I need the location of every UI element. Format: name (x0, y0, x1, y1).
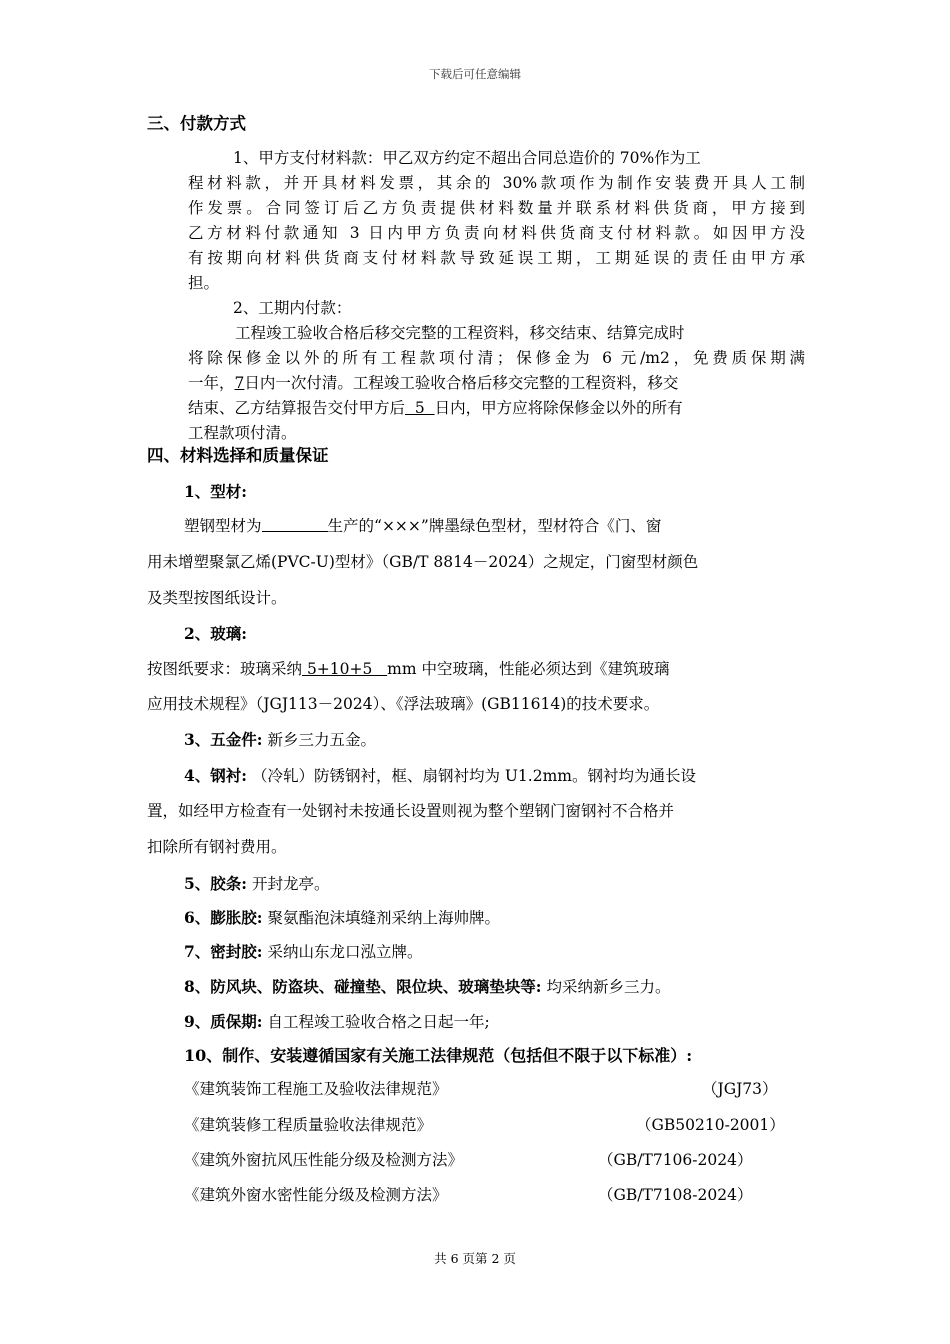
item-text: 开封龙亭。 (247, 875, 330, 893)
item-text: 自工程竣工验收合格之日起一年; (262, 1013, 490, 1031)
item-text: 聚氨酯泡沫填缝剂采纳上海帅牌。 (262, 909, 500, 927)
glass-line-2: 应用技术规程》（JGJ113－2024）、《浮法玻璃》(GB11614)的技术要求。 (147, 695, 660, 713)
blocks-item (184, 977, 670, 997)
seal-item (184, 942, 422, 962)
item-label: 5、胶条: (184, 874, 248, 893)
standard-name: 《建筑装饰工程施工及验收法律规范》 (184, 1080, 448, 1098)
payment-p2-line-1: 工程竣工验收合格后移交完整的工程资料，移交结束、结算完成时 (235, 324, 685, 342)
standard-code: （GB/T7106-2024） (598, 1151, 753, 1169)
payment-p2-line-2: 将除保修金以外的所有工程款项付清；保修金为 6 元/m2，免费质保期满 (188, 349, 805, 367)
standard-name: 《建筑外窗水密性能分级及检测方法》 (184, 1186, 448, 1204)
text-run: mm 中空玻璃，性能必须达到《建筑玻璃 (387, 660, 670, 678)
item-label: 3、五金件: (184, 730, 263, 749)
standard-name: 《建筑外窗抗风压性能分级及检测方法》 (184, 1151, 464, 1169)
payment-p1-line-3: 作发票。合同签订后乙方负责提供材料数量并联系材料供货商，甲方接到 (188, 199, 805, 217)
standard-code: （GB/T7108-2024） (598, 1186, 753, 1204)
item-label: 4、钢衬: (184, 766, 248, 785)
item-text: 均采纳新乡三力。 (541, 978, 671, 996)
section-3-title: 三、付款方式 (147, 114, 246, 133)
text-run: 日内一次付清。工程竣工验收合格后移交完整的工程资料，移交 (244, 374, 679, 392)
underlined-spec: 5+10+5 (302, 660, 388, 678)
text-run: 结束、乙方结算报告交付甲方后 (188, 399, 406, 417)
steel-line-1 (184, 766, 696, 786)
item-text: 采纳山东龙口泓立牌。 (262, 943, 423, 961)
glass-line-1 (147, 659, 669, 679)
text-run: 生产的“×××”牌墨绿色型材，型材符合《门、窗 (327, 517, 662, 535)
payment-p1-line-6: 担。 (188, 274, 220, 292)
payment-p2-line-4 (188, 398, 683, 418)
payment-p1-line-4: 乙方材料付款通知 3 日内甲方负责向材料供货商支付材料款。如因甲方没 (188, 224, 805, 242)
profile-line-3: 及类型按图纸设计。 (147, 589, 287, 607)
text-run: 按图纸要求：玻璃采纳 (147, 660, 303, 678)
text-run: 日内，甲方应将除保修金以外的所有 (434, 399, 683, 417)
blank-line (262, 517, 328, 532)
text-run: 一年， (188, 374, 235, 392)
item-text: （冷轧）防锈钢衬，框、扇钢衬均为 U1.2mm。钢衬均为通长设 (247, 767, 696, 785)
payment-p2-line-5: 工程款项付清。 (188, 424, 297, 442)
payment-p1-line-2: 程材料款，并开具材料发票，其余的 30%款项作为制作安装费开具人工制 (188, 174, 805, 192)
item-label: 9、质保期: (184, 1012, 263, 1031)
profile-line-2: 用未增塑聚氯乙烯(PVC-U)型材》（GB/T 8814－2024）之规定，门窗型材颜色 (147, 553, 699, 571)
strip-item (184, 874, 329, 894)
underlined-days: 5 (405, 399, 435, 417)
profile-label: 1、型材: (184, 482, 248, 501)
payment-p2-line-3 (188, 373, 678, 393)
payment-p2-title: 2、工期内付款： (233, 299, 352, 317)
page-header: 下载后可任意编辑 (429, 67, 521, 81)
standard-code: （GB50210-2001） (636, 1116, 785, 1134)
standards-title: 10、制作、安装遵循国家有关施工法律规范（包括但不限于以下标准）: (184, 1046, 693, 1065)
warranty-item (184, 1012, 490, 1032)
payment-p1-line-5: 有按期向材料供货商支付材料款导致延误工期，工期延误的责任由甲方承 (188, 249, 805, 267)
item-text: 新乡三力五金。 (262, 731, 376, 749)
glass-label: 2、玻璃: (184, 624, 248, 643)
item-label: 6、膨胀胶: (184, 908, 263, 927)
hardware-item (184, 730, 376, 750)
item-label: 7、密封胶: (184, 942, 263, 961)
steel-line-2: 置，如经甲方检查有一处钢衬未按通长设置则视为整个塑钢门窗钢衬不合格并 (147, 802, 675, 820)
section-4-title: 四、材料选择和质量保证 (147, 446, 329, 465)
item-label: 8、防风块、防盗块、碰撞垫、限位块、玻璃垫块等: (184, 977, 542, 996)
underlined-days: 7 (234, 374, 245, 392)
profile-line-1 (184, 516, 661, 536)
page-footer: 共 6 页第 2 页 (434, 1251, 516, 1266)
standard-name: 《建筑装修工程质量验收法律规范》 (184, 1116, 433, 1134)
text-run: 塑钢型材为 (184, 517, 262, 535)
steel-line-3: 扣除所有钢衬费用。 (147, 838, 287, 856)
foam-item (184, 908, 500, 928)
payment-p1-line-1: 1、甲方支付材料款：甲乙双方约定不超出合同总造价的 70%作为工 (233, 149, 701, 167)
standard-code: （JGJ73） (702, 1080, 778, 1098)
